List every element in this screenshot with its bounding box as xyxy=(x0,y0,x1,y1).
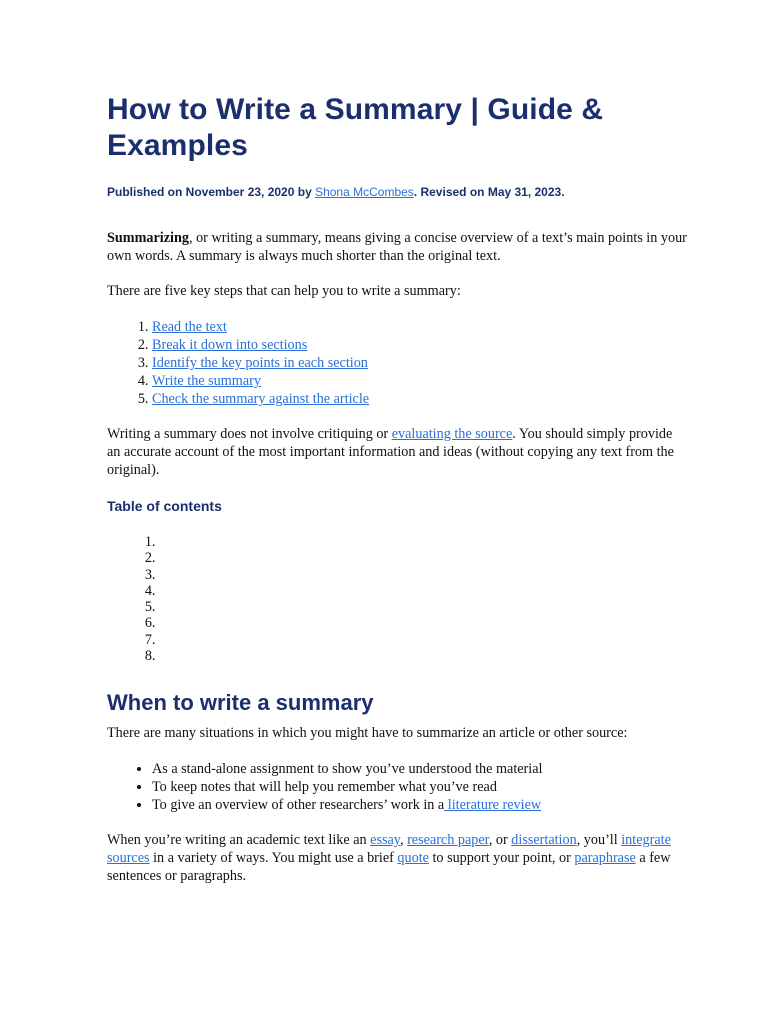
step-item xyxy=(152,390,687,408)
list-item: • As a stand-alone assignment to show you’ve understood the material xyxy=(152,760,687,778)
toc-item[interactable] xyxy=(159,534,687,550)
intro-text: , or writing a summary, means giving a concise overview of a text’s main points in your own words. A summary is always much shorter than the original text. xyxy=(107,230,687,264)
paraphrase-link[interactable]: paraphrase xyxy=(574,850,636,867)
toc-list xyxy=(107,534,687,664)
essay-link[interactable]: essay xyxy=(370,832,400,849)
page-title: How to Write a Summary | Guide & Examples xyxy=(107,93,604,162)
step-link-break-down[interactable]: Break it down into sections xyxy=(152,337,308,353)
paragraph-text: a few sentences or paragraphs. xyxy=(107,850,671,885)
step-item xyxy=(152,372,687,390)
critique-paragraph xyxy=(107,425,687,479)
paragraph-text: , you’ll xyxy=(576,832,622,849)
toc-item[interactable] xyxy=(159,599,687,615)
toc-item[interactable] xyxy=(159,648,687,664)
step-item xyxy=(152,318,687,336)
paragraph-text: , xyxy=(399,832,408,849)
critique-text-after: . You should simply provide an accurate account of the most important information and ideas (without copying any text from the original). xyxy=(107,426,674,478)
paragraph-text: When you’re writing an academic text like an xyxy=(107,832,371,849)
literature-review-link[interactable]: literature review xyxy=(444,797,542,814)
toc-item[interactable] xyxy=(159,583,687,599)
section-intro: There are many situations in which you might have to summarize an article or other source: xyxy=(107,725,628,742)
step-item xyxy=(152,336,687,354)
evaluating-source-link[interactable]: evaluating the source xyxy=(391,426,513,442)
toc-item[interactable] xyxy=(159,567,687,583)
steps-intro: There are five key steps that can help you to write a summary: xyxy=(107,283,461,299)
section-heading-when-to-write: When to write a summary xyxy=(107,690,374,716)
dissertation-link[interactable]: dissertation xyxy=(511,832,577,849)
step-link-key-points[interactable]: Identify the key points in each section xyxy=(152,355,368,371)
step-link-read-text[interactable]: Read the text xyxy=(152,319,227,335)
paragraph-text: , or xyxy=(488,832,512,849)
published-date: Published on November 23, 2020 by xyxy=(107,185,316,199)
step-link-check-summary[interactable]: Check the summary against the article xyxy=(152,391,370,407)
paragraph-text: to support your point, or xyxy=(428,850,575,867)
critique-text-before: Writing a summary does not involve critiquing or xyxy=(107,426,392,442)
intro-bold-term: Summarizing xyxy=(107,230,189,246)
situations-list xyxy=(107,760,687,814)
toc-heading: Table of contents xyxy=(107,498,222,514)
list-item xyxy=(152,796,687,814)
author-link[interactable]: Shona McCombes xyxy=(315,185,414,199)
article-body xyxy=(107,92,687,903)
intro-paragraph xyxy=(107,229,687,265)
list-item-text: To give an overview of other researchers’ work in a xyxy=(152,797,445,814)
toc-item[interactable] xyxy=(159,632,687,648)
toc-item[interactable] xyxy=(159,615,687,631)
academic-text-paragraph xyxy=(107,831,687,885)
research-paper-link[interactable]: research paper xyxy=(407,832,489,849)
toc-item[interactable] xyxy=(159,550,687,566)
list-item: • To keep notes that will help you remember what you’ve read xyxy=(152,778,687,796)
steps-list xyxy=(107,318,687,408)
revised-date: . Revised on May 31, 2023. xyxy=(413,185,565,199)
quote-link[interactable]: quote xyxy=(397,850,429,867)
step-link-write-summary[interactable]: Write the summary xyxy=(152,373,261,389)
paragraph-text: in a variety of ways. You might use a brief xyxy=(149,850,398,867)
article-meta xyxy=(107,184,687,200)
integrate-sources-link[interactable]: integrate sources xyxy=(107,832,671,867)
step-item xyxy=(152,354,687,372)
